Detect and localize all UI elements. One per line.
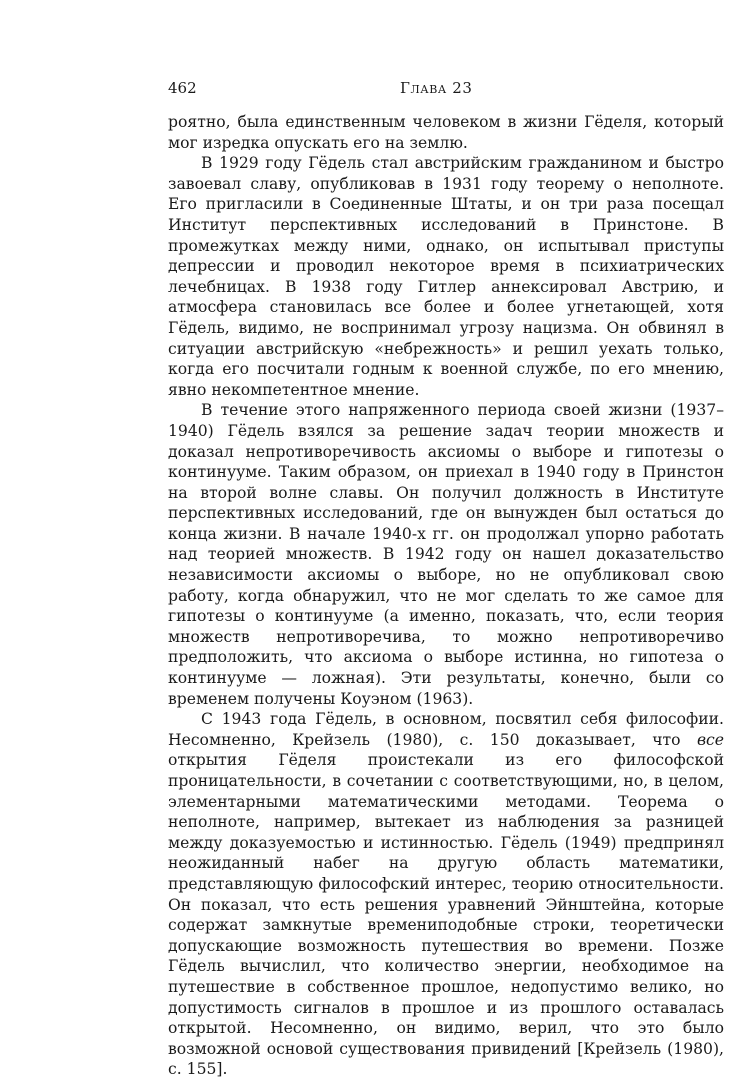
paragraph-2: В 1929 году Гёдель стал австрийским гражданином и быстро завоевал славу, опубликовав в 1931 году теорему о неполноте. Его пригласили в Соединенные Штаты, и он три раза посещал Институт перспективных исследований в Принстоне. В промежутках между ними, однако, он испытывал приступы депрессии и проводил некоторое время в психиатрических лечебницах. В 1938 году Гитлер аннексировал Австрию, и атмосфера становилась все более и более угнетающей, хотя Гёдель, видимо, не воспринимал угрозу нацизма. Он обвинял в ситуации австрийскую «небрежность» и решил уехать только, когда его посчитали годным к военной службе, по его мнению, явно некомпетентное мнение. — [168, 154, 724, 399]
chapter-title: Глава 23 — [400, 79, 473, 97]
page-number: 462 — [168, 79, 197, 97]
paragraph-4-before: С 1943 года Гёдель, в основном, посвятил себя философии. Несомненно, Крейзель (1980), с. 150 доказывает, что — [168, 710, 724, 749]
paragraph-4-emphasis: все — [696, 730, 724, 749]
body-text — [168, 112, 724, 1080]
paragraph-3: В течение этого напряженного периода своей жизни (1937–1940) Гёдель взялся за решение задач теории множеств и доказал непротиворечивость аксиомы о выборе и гипотезы о континууме. Таким образом, он приехал в 1940 году в Принстон на второй волне славы. Он получил должность в Институте перспективных исследований, где он вынужден был остаться до конца жизни. В начале 1940-х гг. он продолжал упорно работать над теорией множеств. В 1942 году он нашел доказательство независимости аксиомы о выборе, но не опубликовал свою работу, когда обнаружил, что не мог сделать то же самое для гипотезы о континууме (а именно, показать, что, если теория множеств непротиворечива, то можно непротиворечиво предположить, что аксиома о выборе истинна, но гипотеза о континууме — ложная). Эти результаты, конечно, были со временем получены Коуэном (1963). — [168, 401, 724, 708]
paragraph-4 — [168, 709, 724, 1080]
page-header — [168, 79, 724, 101]
paragraph-4-after: открытия Гёделя проистекали из его философской проницательности, в сочетании с соответствующими, но, в целом, элементарными математическими методами. Теорема о неполноте, например, вытекает из наблюдения за разницей между доказуемостью и истинностью. Гёдель (1949) предпринял неожиданный набег на другую область математики, представляющую философский интерес, теорию относительности. Он показал, что есть решения уравнений Эйнштейна, которые содержат замкнутые времениподобные строки, теоретически допускающие возможность путешествия во времени. Позже Гёдель вычислил, что количество энергии, необходимое на путешествие в собственное прошлое, недопустимо велико, но допустимость сигналов в прошлое и из прошлого оставалась открытой. Несомненно, он видимо, верил, что это было возможной основой существования привидений [Крейзель (1980), с. 155]. — [168, 751, 724, 1079]
paragraph-1: роятно, была единственным человеком в жизни Гёделя, который мог изредка опускать его на землю. — [168, 113, 724, 152]
